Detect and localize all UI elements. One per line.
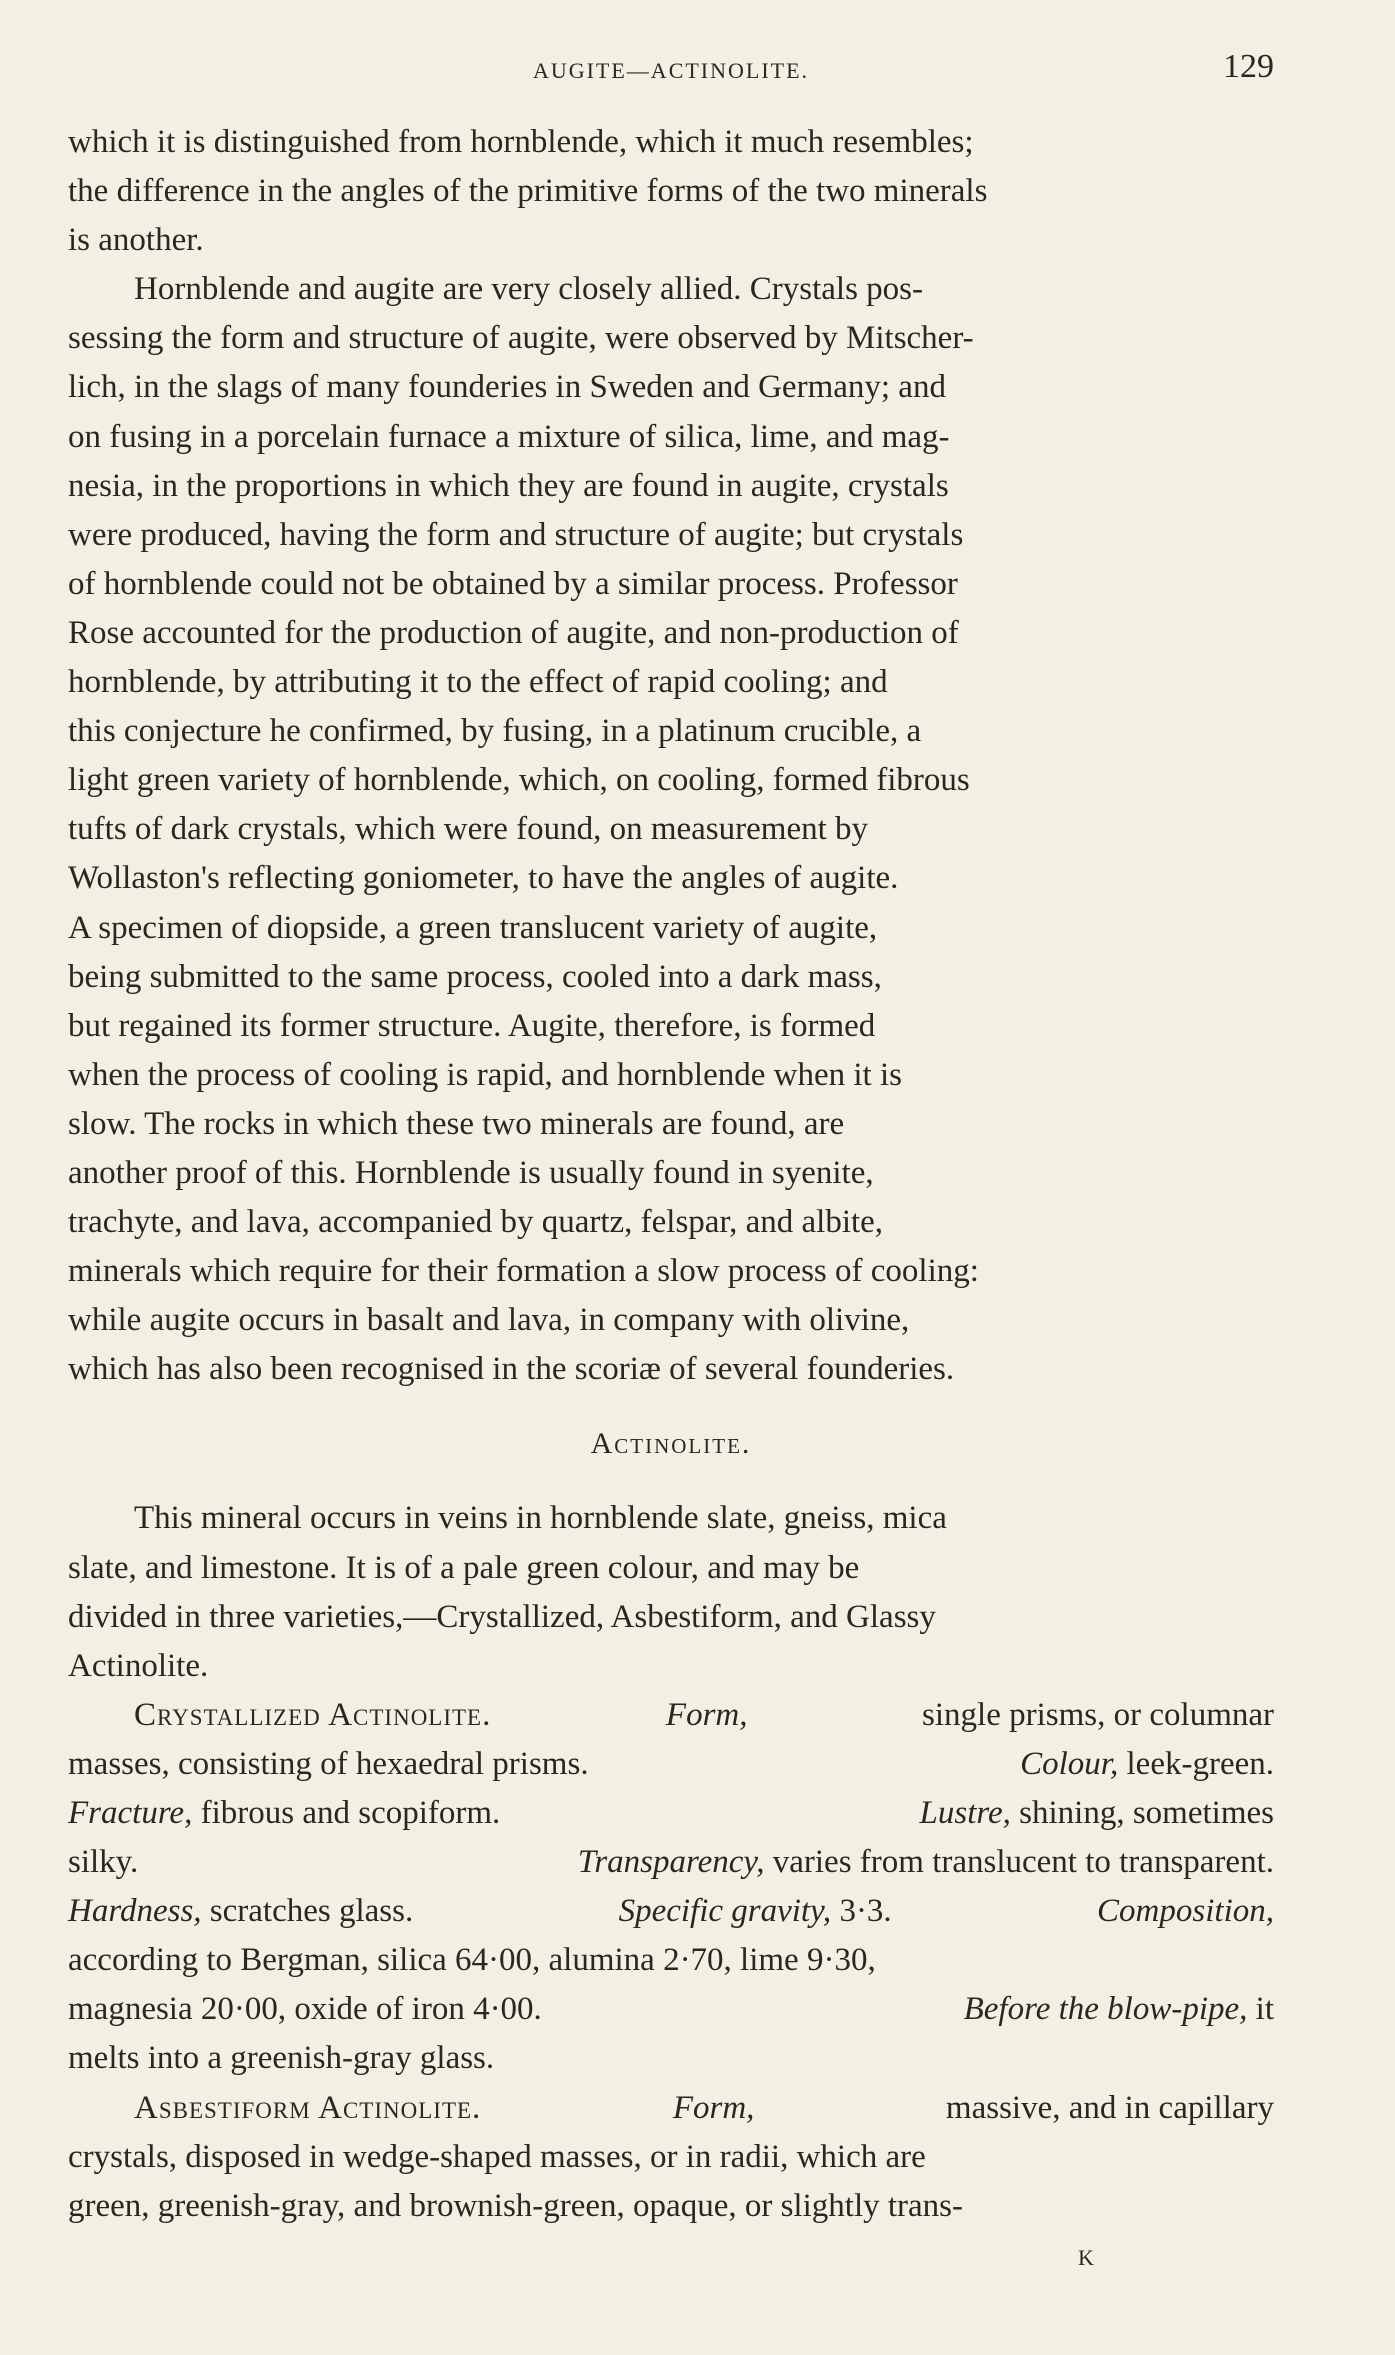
property-value: varies from translucent to transparent.: [772, 1844, 1274, 1881]
property-label: Form,: [665, 1696, 748, 1733]
text-line: minerals which require for their formation a slow process of cooling:: [68, 1253, 979, 1290]
text-line: tufts of dark crystals, which were found, on measurement by: [68, 811, 869, 848]
property-value: shining, sometimes: [1019, 1795, 1274, 1831]
text-line: light green variety of hornblende, which, on cooling, formed fibrous: [68, 762, 970, 799]
property-label: Specific gravity,: [618, 1893, 832, 1930]
text-line: this conjecture he confirmed, by fusing, in a platinum crucible, a: [68, 713, 922, 750]
text-line: lich, in the slags of many founderies in Sweden and Germany; and: [68, 369, 946, 406]
running-title: AUGITE—ACTINOLITE.: [532, 58, 810, 83]
section-heading: Actinolite.: [590, 1427, 752, 1461]
property-value: it: [1255, 1991, 1274, 2028]
property-label: Lustre,: [919, 1795, 1011, 1831]
property-value: masses, consisting of hexaedral prisms.: [68, 1745, 589, 1782]
variety-label: Crystallized Actinolite.: [134, 1696, 492, 1733]
text-line: This mineral occurs in veins in hornblende slate, gneiss, mica: [134, 1500, 947, 1537]
property-value: magnesia 20·00, oxide of iron 4·00.: [68, 1991, 542, 2028]
running-head: [68, 48, 1274, 98]
text-line: according to Bergman, silica 64·00, alumina 2·70, lime 9·30,: [68, 1942, 876, 1979]
text-line: on fusing in a porcelain furnace a mixture of silica, lime, and mag-: [68, 418, 950, 455]
text-line: hornblende, by attributing it to the effect of rapid cooling; and: [68, 664, 888, 701]
text-line: but regained its former structure. Augite, therefore, is formed: [68, 1007, 876, 1044]
text-line: [68, 2084, 1274, 2133]
text-line: were produced, having the form and structure of augite; but crystals: [68, 516, 964, 553]
text-line: Hornblende and augite are very closely allied. Crystals pos-: [134, 271, 924, 308]
text-line: being submitted to the same process, cooled into a dark mass,: [68, 958, 882, 995]
property-value: massive, and in capillary: [945, 2089, 1274, 2126]
property-label: Composition,: [1097, 1893, 1274, 1930]
property-label: Hardness,: [68, 1893, 202, 1930]
text-line: [68, 1985, 1274, 2034]
text-line: A specimen of diopside, a green translucent variety of augite,: [68, 909, 878, 946]
text-line: of hornblende could not be obtained by a similar process. Professor: [68, 565, 958, 602]
property-label: Colour,: [1020, 1745, 1119, 1782]
text-line: melts into a greenish-gray glass.: [68, 2040, 495, 2077]
property-label: Before the blow-pipe,: [963, 1991, 1248, 2028]
text-line: Rose accounted for the production of augite, and non-production of: [68, 614, 959, 651]
text-line: divided in three varieties,—Crystallized, Asbestiform, and Glassy: [68, 1598, 936, 1635]
property-label: Form,: [672, 2089, 755, 2126]
text-line: which has also been recognised in the scoriæ of several founderies.: [68, 1351, 955, 1388]
text-line: [68, 1789, 1274, 1838]
property-value: fibrous and scopiform.: [200, 1795, 501, 1831]
property-value: silky.: [68, 1844, 139, 1881]
property-value: leek-green.: [1126, 1745, 1274, 1782]
property-label: Transparency,: [577, 1844, 765, 1881]
property-value: 3·3.: [839, 1893, 892, 1930]
text-line: while augite occurs in basalt and lava, in company with olivine,: [68, 1302, 910, 1339]
text-line: [68, 1691, 1274, 1740]
text-line: crystals, disposed in wedge-shaped masses, or in radii, which are: [68, 2138, 926, 2175]
text-line: Actinolite.: [68, 1647, 209, 1684]
page-number: 129: [1223, 48, 1274, 85]
text-line: [68, 1740, 1274, 1789]
text-line: when the process of cooling is rapid, and hornblende when it is: [68, 1056, 902, 1093]
text-line: the difference in the angles of the primitive forms of the two minerals: [68, 173, 988, 210]
text-line: another proof of this. Hornblende is usually found in syenite,: [68, 1154, 874, 1191]
property-value: scratches glass.: [209, 1893, 414, 1930]
text-line: slate, and limestone. It is of a pale green colour, and may be: [68, 1549, 860, 1586]
text-line: slow. The rocks in which these two minerals are found, are: [68, 1105, 845, 1142]
text-line: is another.: [68, 222, 204, 259]
signature-mark: K: [1078, 2245, 1095, 2270]
text-line: green, greenish-gray, and brownish-green, opaque, or slightly trans-: [68, 2187, 963, 2224]
text-line: Wollaston's reflecting goniometer, to have the angles of augite.: [68, 860, 899, 897]
text-line: [68, 1838, 1274, 1887]
text-line: sessing the form and structure of augite, were observed by Mitscher-: [68, 320, 974, 357]
text-line: nesia, in the proportions in which they are found in augite, crystals: [68, 467, 949, 504]
text-line: trachyte, and lava, accompanied by quartz, felspar, and albite,: [68, 1204, 884, 1241]
property-label: Fracture,: [68, 1795, 193, 1831]
body-text: [68, 118, 1274, 2231]
text-line: [68, 1887, 1274, 1936]
variety-label: Asbestiform Actinolite.: [134, 2089, 482, 2126]
property-value: single prisms, or columnar: [922, 1696, 1274, 1733]
text-line: which it is distinguished from hornblende, which it much resembles;: [68, 124, 974, 160]
